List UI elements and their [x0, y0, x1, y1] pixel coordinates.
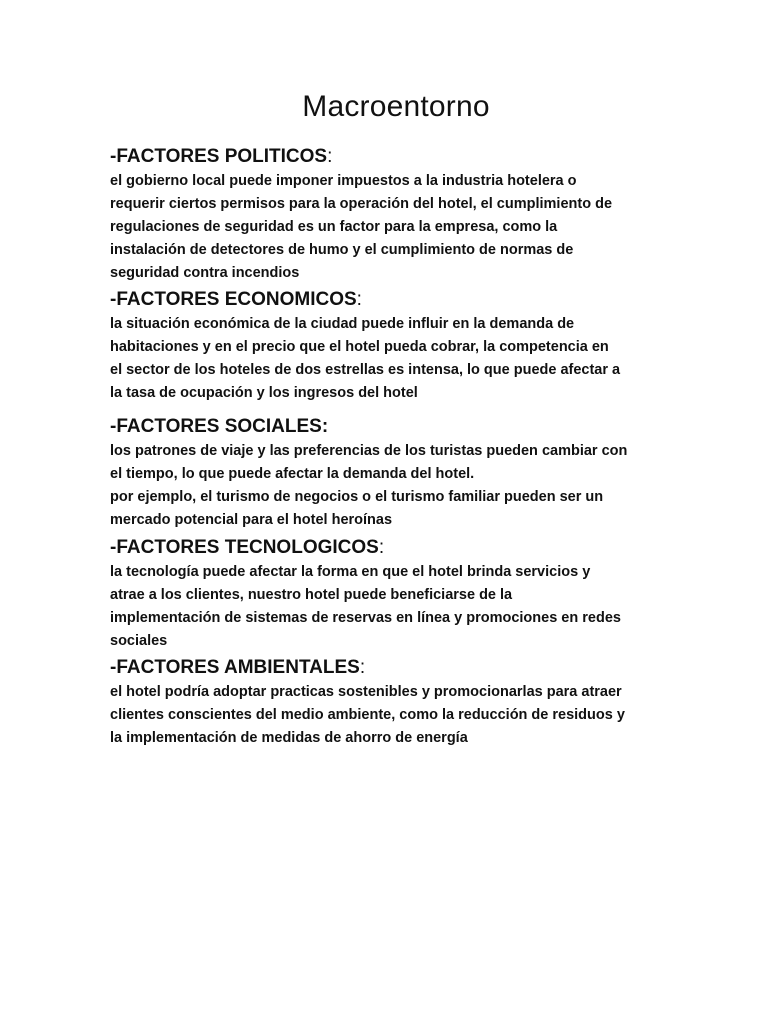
section-factores-politicos: [110, 144, 670, 285]
paragraph-line: la tasa de ocupación y los ingresos del hotel: [110, 385, 418, 401]
heading-text: -FACTORES SOCIALES:: [110, 416, 329, 437]
heading-text: -FACTORES AMBIENTALES: [110, 657, 360, 678]
paragraph-line: el tiempo, lo que puede afectar la demanda del hotel.: [110, 466, 475, 482]
paragraph-line: seguridad contra incendios: [110, 265, 300, 281]
paragraph-line: instalación de detectores de humo y el cumplimiento de normas de: [110, 242, 574, 258]
paragraph-line: mercado potencial para el hotel heroínas: [110, 512, 393, 528]
document-body: [110, 144, 670, 750]
section-factores-tecnologicos: [110, 535, 670, 653]
heading-text: -FACTORES POLITICOS: [110, 146, 328, 167]
heading-colon: :: [356, 289, 362, 310]
paragraph-line: implementación de sistemas de reservas en línea y promociones en redes: [110, 610, 621, 626]
section-factores-ambientales: [110, 655, 670, 750]
paragraph-line: el sector de los hoteles de dos estrellas es intensa, lo que puede afectar a: [110, 362, 621, 378]
heading-colon: :: [359, 657, 366, 678]
paragraph-line: el hotel podría adoptar practicas sostenibles y promocionarlas para atraer: [110, 684, 622, 700]
paragraph-line: regulaciones de seguridad es un factor para la empresa, como la: [110, 219, 558, 235]
section-heading: [110, 414, 670, 440]
page-title: Macroentorno: [302, 90, 490, 123]
paragraph-line: los patrones de viaje y las preferencias de los turistas pueden cambiar con: [110, 443, 628, 459]
section-heading: [110, 655, 670, 681]
paragraph-line: por ejemplo, el turismo de negocios o el turismo familiar pueden ser un: [110, 489, 604, 505]
paragraph-line: la tecnología puede afectar la forma en que el hotel brinda servicios y: [110, 564, 591, 580]
section-heading: [110, 287, 670, 313]
heading-colon: :: [327, 146, 333, 167]
heading-colon: :: [378, 537, 385, 558]
paragraph-line: habitaciones y en el precio que el hotel pueda cobrar, la competencia en: [110, 339, 609, 355]
paragraph-line: la implementación de medidas de ahorro de energía: [110, 730, 468, 746]
section-heading: [110, 535, 670, 561]
section-heading: [110, 144, 670, 170]
paragraph-line: clientes conscientes del medio ambiente, como la reducción de residuos y: [110, 707, 625, 723]
section-factores-sociales: [110, 414, 670, 532]
paragraph-line: atrae a los clientes, nuestro hotel puede beneficiarse de la: [110, 587, 513, 603]
paragraph-line: sociales: [110, 633, 168, 649]
paragraph-line: la situación económica de la ciudad puede influir en la demanda de: [110, 316, 575, 332]
heading-text: -FACTORES ECONOMICOS: [110, 289, 357, 310]
section-factores-economicos: [110, 287, 670, 405]
heading-text: -FACTORES TECNOLOGICOS: [110, 537, 379, 558]
paragraph-line: requerir ciertos permisos para la operación del hotel, el cumplimiento de: [110, 196, 613, 212]
paragraph-line: el gobierno local puede imponer impuestos a la industria hotelera o: [110, 173, 577, 189]
